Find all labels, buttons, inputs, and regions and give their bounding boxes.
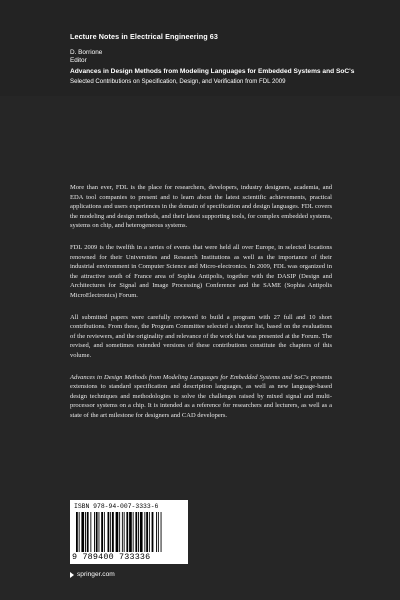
blurb-paragraph-3: All submitted papers were carefully reviewed to build a program with 27 full and 10 short contributions. From these, the Program Committee selected a shorter list, based on the evaluations of the reviewers, and the originality and relevance of the work that was presented at the Forum. The revised, and sometimes extended versions of these contributions constitute the chapters of this volume. — [70, 313, 332, 359]
editor-role: Editor — [70, 57, 87, 64]
blurb-paragraph-4 — [70, 373, 332, 421]
publisher-link[interactable]: springer.com — [77, 571, 115, 578]
barcode-digits: 9 789400 733336 — [72, 552, 151, 562]
isbn-text: ISBN 978-94-007-3333-6 — [74, 503, 159, 510]
barcode-label — [70, 500, 188, 564]
blurb-paragraph-2: FDL 2009 is the twelfth in a series of events that were held all over Europe, in selected locations renowned for their Universities and Research Institutions as well as the importance of their industrial environment in Computer Science and Micro-electronics. In 2009, FDL was organized in the attractive south of France area of Sophia Antipolis, together with the DASIP (Design and Architectures for Signal and Image Processing) Conference and the SAME (Sophia Antipolis MicroElectronics) Forum. — [70, 243, 332, 299]
book-subtitle: Selected Contributions on Specification, Design, and Verification from FDL 2009 — [70, 78, 286, 85]
cover-header — [0, 0, 400, 96]
back-cover-blurb — [70, 183, 332, 420]
barcode-image — [74, 512, 184, 552]
publisher-footer — [70, 571, 115, 578]
book-title: Advances in Design Methods from Modeling Languages for Embedded Systems and SoC's — [70, 68, 355, 75]
blurb-book-title: Advances in Design Methods from Modeling Languages for Embedded Systems and SoC's — [70, 373, 309, 381]
editor-name: D. Borrione — [70, 49, 103, 56]
blurb-paragraph-4-text: presents extensions to standard specification and description languages, as well as new language-based design techniques and methodologies to solve the challenges raised by mixed signal and multi-processor systems on a chip. It is intended as a reference for researchers and lecturers, as well as a state of the art milestone for designers and CAD developers. — [70, 373, 332, 419]
blurb-paragraph-1: More than ever, FDL is the place for researchers, developers, industry designers, academia, and EDA tool companies to present and to learn about the latest scientific achievements, practical applications and users experiences in the domain of specification and design languages. FDL covers the modeling and design methods, and their latest supporting tools, for complex embedded systems, systems on chip, and heterogeneous systems. — [70, 184, 332, 230]
series-title: Lecture Notes in Electrical Engineering 63 — [70, 32, 218, 41]
arrow-right-icon — [70, 572, 74, 578]
